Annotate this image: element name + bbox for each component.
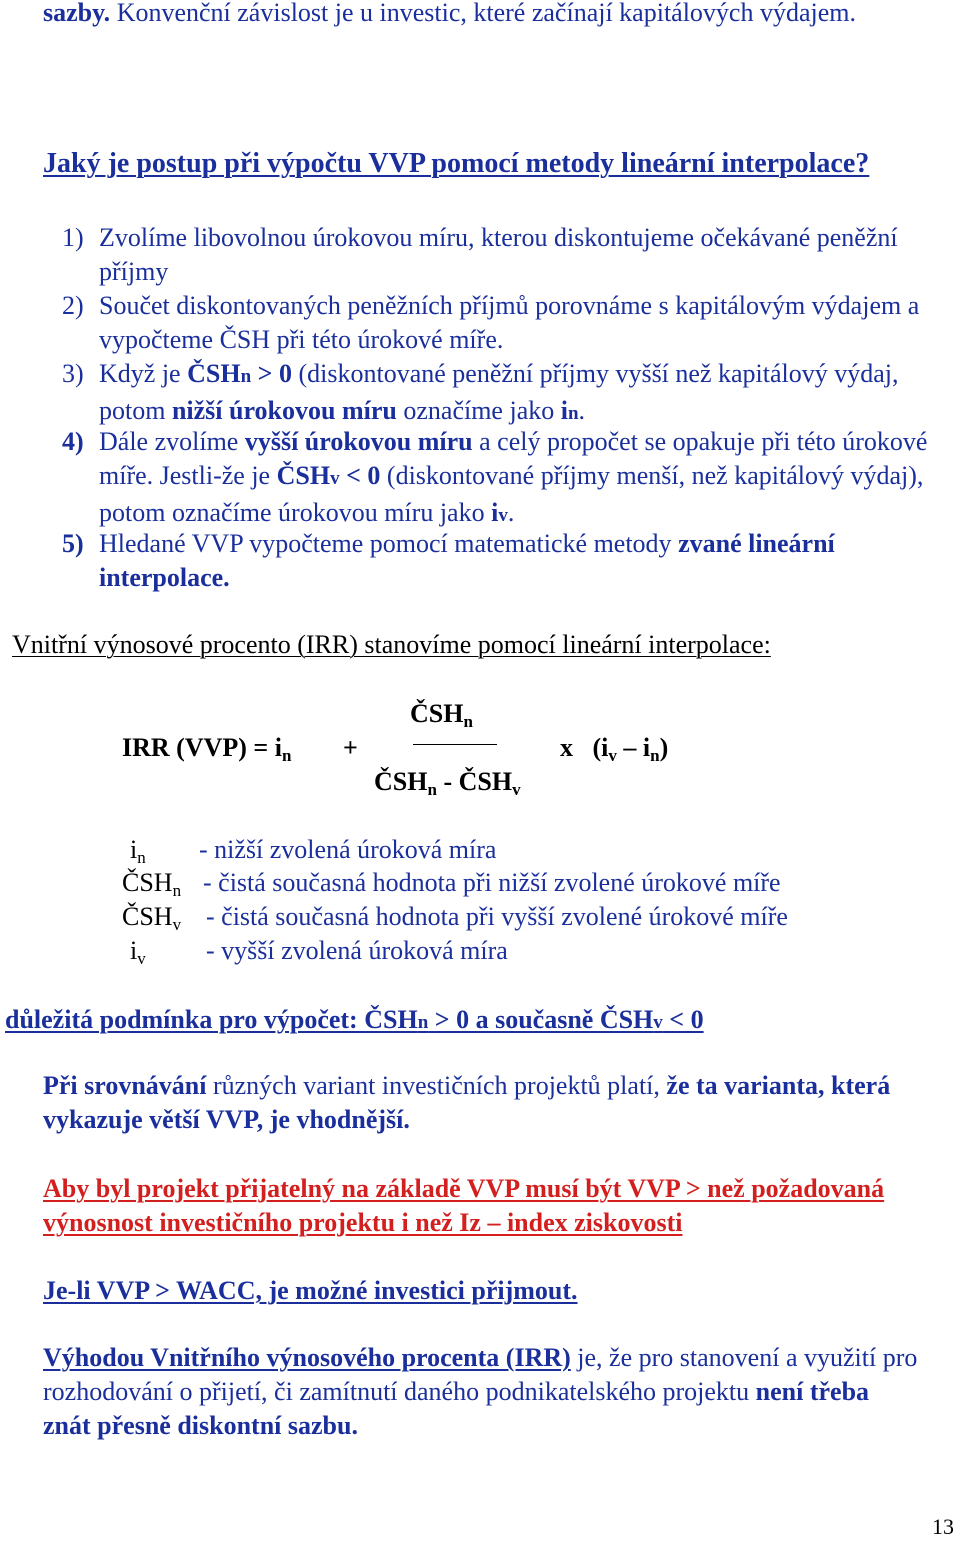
rate-symbol: i <box>560 396 568 425</box>
step-text: Když je <box>99 359 188 388</box>
times-symbol: x <box>560 733 573 762</box>
step-text: Hledané VVP vypočteme pomocí matematické metody <box>99 529 679 558</box>
step-number: 3) <box>62 359 84 388</box>
emphasis: zvané lineární interpolace. <box>99 529 835 592</box>
formula-denominator <box>374 765 521 802</box>
legend-item <box>130 934 146 971</box>
subscript: v <box>172 915 182 934</box>
subscript: v <box>608 746 617 765</box>
subscript: n <box>567 403 579 424</box>
condition-text: < 0 <box>662 1005 704 1034</box>
step-2 <box>62 289 942 357</box>
dash: – <box>616 733 643 762</box>
legend-symbol: i <box>130 835 138 864</box>
subscript: v <box>512 780 521 799</box>
csh-label: ČSH <box>187 359 241 388</box>
step-text: a celý propočet se opakuje při této úrokové míře. Jestli-že je <box>99 427 928 490</box>
paren: ) <box>659 733 669 762</box>
legend-item <box>130 833 146 870</box>
formula-numerator <box>410 697 473 734</box>
condition-value: > 0 <box>251 359 292 388</box>
emphasis: Při srovnávání <box>43 1071 207 1100</box>
rate-symbol: i <box>274 733 282 762</box>
subscript: v <box>653 1012 663 1033</box>
fraction-bar <box>413 744 497 745</box>
comparison-paragraph <box>43 1069 943 1137</box>
rate-symbol: i <box>491 498 499 527</box>
emphasis: že ta varianta, která vykazuje větší VVP, je vhodnější. <box>43 1071 891 1134</box>
formula-multiplier <box>560 731 668 768</box>
intro-text: Konvenční závislost je u investic, které začínají kapitálových výdajem. <box>110 0 856 27</box>
step-number: 1) <box>62 223 84 252</box>
emphasis: vyšší úrokovou míru <box>244 427 473 456</box>
legend-symbol: ČSH <box>122 868 173 897</box>
advantage-text: je, že pro stanovení a využití pro rozhodování o přijetí, či zamítnutí daného podnikatelského projektu <box>43 1343 918 1406</box>
subscript: n <box>427 780 437 799</box>
step-number: 5) <box>62 529 84 558</box>
subscript: n <box>463 712 473 731</box>
step-3 <box>62 357 942 431</box>
formula-lhs <box>122 731 291 768</box>
subscript: v <box>498 505 508 526</box>
csh-symbol: ČSH <box>458 767 513 796</box>
step-text: označíme jako <box>396 396 561 425</box>
emphasis: nižší úrokovou míru <box>171 396 397 425</box>
comparison-text: různých variant investičních projektů platí, <box>206 1071 667 1100</box>
legend-text: - čistá současná hodnota při nižší zvolené úrokové míře <box>203 868 781 897</box>
page-number: 13 <box>932 1514 954 1539</box>
irr-heading: Vnitřní výnosové procento (IRR) stanovíme pomocí lineární interpolace: <box>12 630 771 659</box>
condition-text: důležitá podmínka pro výpočet: ČSH <box>5 1005 418 1034</box>
csh-symbol: ČSH <box>410 699 464 728</box>
subscript: n <box>650 746 660 765</box>
acceptance-note: Aby byl projekt přijatelný na základě VVP musí být VVP > než požadovaná výnosnost investičního projektu i než Iz – index ziskovosti <box>43 1174 885 1237</box>
step-text: Zvolíme libovolnou úrokovou míru, kterou diskontujeme očekávané peněžní příjmy <box>99 223 898 286</box>
legend-symbol: ČSH <box>122 902 173 931</box>
step-text: Součet diskontovaných peněžních příjmů porovnáme s kapitálovým výdajem a vypočteme ČSH při této úrokové míře. <box>99 291 920 354</box>
legend-symbol: i <box>130 936 138 965</box>
emphasis: Výhodou Vnitřního výnosového procenta (IRR) <box>43 1343 571 1372</box>
minus: - <box>436 767 459 796</box>
legend-text: - nižší zvolená úroková míra <box>199 835 497 864</box>
step-text: (diskontované příjmy menší, než kapitálový výdaj), potom označíme úrokovou míru jako <box>99 461 924 527</box>
step-text: (diskontované peněžní příjmy vyšší než kapitálový výdaj, potom <box>99 359 899 425</box>
condition-line <box>5 1003 704 1040</box>
step-number: 4) <box>62 427 84 456</box>
rate-symbol: i <box>601 733 609 762</box>
legend-text: - vyšší zvolená úroková míra <box>206 936 508 965</box>
csh-label: ČSH <box>276 461 331 490</box>
paren: ( <box>592 733 602 762</box>
subscript: n <box>281 746 292 765</box>
step-1 <box>62 221 942 289</box>
formula-lhs-text: IRR (VVP) = <box>122 733 275 762</box>
legend-item <box>122 900 181 937</box>
legend-text: - čistá současná hodnota při vyšší zvolené úrokové míře <box>206 902 788 931</box>
legend-item <box>122 866 181 903</box>
subscript: n <box>417 1012 429 1033</box>
step-text: . <box>578 396 586 425</box>
subscript: n <box>137 848 146 867</box>
condition-value: < 0 <box>339 461 381 490</box>
question-heading: Jaký je postup při výpočtu VVP pomocí metody lineární interpolace? <box>43 148 870 179</box>
step-number: 2) <box>62 291 84 320</box>
intro-bold: sazby. <box>43 0 111 27</box>
step-text: . <box>507 498 515 527</box>
subscript: v <box>330 468 340 489</box>
condition-text: > 0 a současně ČSH <box>428 1005 654 1034</box>
emphasis: není třeba znát přesně diskontní sazbu. <box>43 1377 870 1440</box>
step-4 <box>62 425 942 533</box>
advantage-paragraph <box>43 1341 918 1443</box>
rate-symbol: i <box>642 733 651 762</box>
csh-symbol: ČSH <box>374 767 428 796</box>
step-text: Dále zvolíme <box>99 427 245 456</box>
subscript: v <box>137 949 146 968</box>
wacc-rule: Je-li VVP > WACC, je možné investici přijmout. <box>43 1276 578 1305</box>
subscript: n <box>240 366 252 387</box>
subscript: n <box>172 881 182 900</box>
formula-plus: + <box>343 733 358 762</box>
intro-paragraph <box>43 0 923 30</box>
step-5 <box>62 527 942 595</box>
